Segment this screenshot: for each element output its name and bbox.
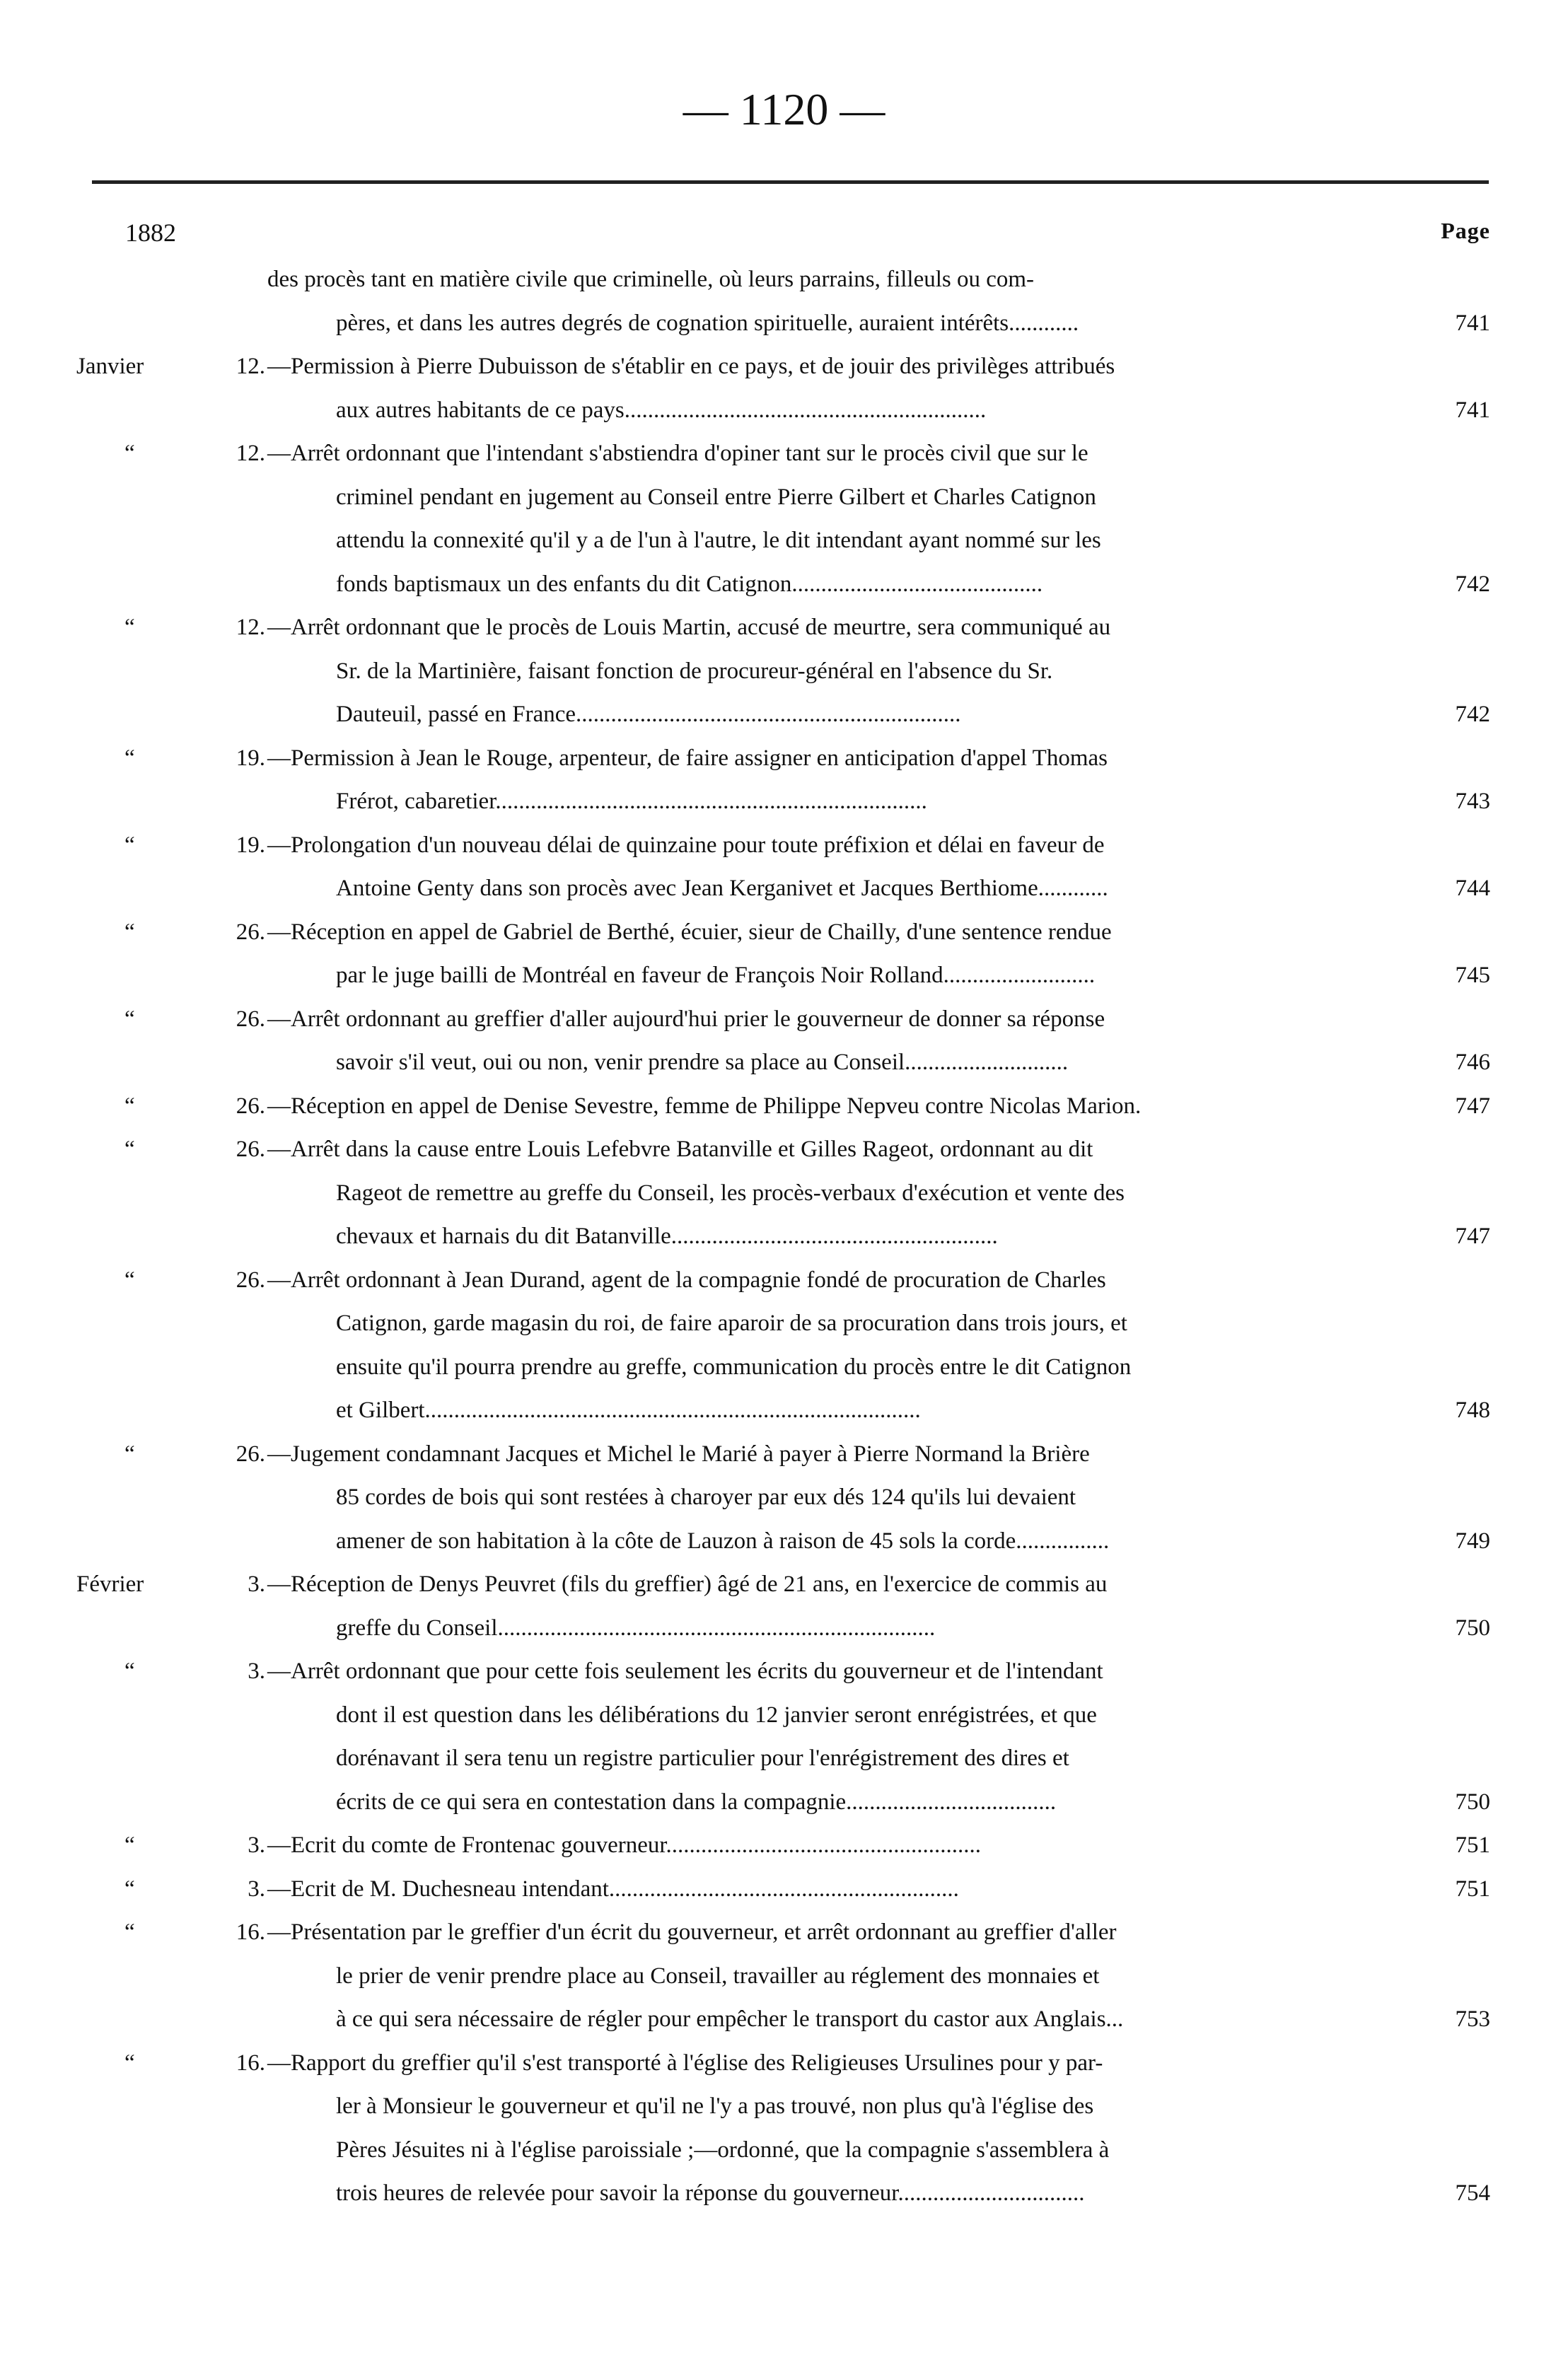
entry-text: aux autres habitants de ce pays.............................................................. [336, 397, 987, 423]
entry-text: par le juge bailli de Montréal en faveur de François Noir Rolland.......................... [336, 963, 1096, 988]
entry-ditto-mark: “ [124, 1876, 135, 1902]
entry-ditto-mark: “ [124, 2050, 135, 2076]
entry-ditto-mark: “ [124, 832, 135, 858]
entry-text: —Prolongation d'un nouveau délai de quinzaine pour toute préfixion et délai en faveur de [267, 832, 1105, 858]
entry-ditto-mark: “ [124, 1658, 135, 1684]
entry-text: greffe du Conseil........................................................................... [336, 1615, 936, 1641]
entry-line [0, 606, 1568, 650]
entry-day: 26. [236, 919, 265, 945]
entry-line [0, 345, 1568, 389]
entry-month: Février [76, 1571, 144, 1597]
entry-page-number: 742 [1455, 702, 1490, 727]
entry-line [0, 1215, 1568, 1259]
entry-line [0, 1172, 1568, 1216]
entry-line [0, 302, 1568, 346]
index-entry [0, 1868, 1568, 1912]
index-entry [0, 737, 1568, 824]
entry-line [0, 737, 1568, 781]
entry-text: —Arrêt ordonnant à Jean Durand, agent de la compagnie fondé de procuration de Charles [267, 1267, 1106, 1293]
entry-text: et Gilbert..................................................................................... [336, 1398, 921, 1423]
entry-ditto-mark: “ [124, 1832, 135, 1858]
entry-day: 26. [236, 1093, 265, 1119]
header-rule [92, 180, 1489, 184]
entry-page-number: 747 [1455, 1093, 1490, 1119]
entry-text: —Arrêt ordonnant que pour cette fois seulement les écrits du gouverneur et de l'intendant [267, 1658, 1103, 1684]
entry-day: 12. [236, 354, 265, 379]
entry-text: —Réception en appel de Gabriel de Berthé, écuier, sieur de Chailly, d'une sentence rendue [267, 919, 1112, 945]
entry-text: amener de son habitation à la côte de Lauzon à raison de 45 sols la corde................ [336, 1528, 1110, 1554]
entry-ditto-mark: “ [124, 441, 135, 466]
entry-text: dorénavant il sera tenu un registre particulier pour l'enrégistrement des dires et [336, 1745, 1069, 1771]
entry-line [0, 867, 1568, 911]
entry-line [0, 1781, 1568, 1825]
entry-line [0, 1694, 1568, 1738]
entry-line [0, 1868, 1568, 1912]
entry-text: à ce qui sera nécessaire de régler pour empêcher le transport du castor aux Anglais... [336, 2006, 1124, 2032]
entry-text: Dauteuil, passé en France.................................................................. [336, 702, 961, 727]
entry-text: écrits de ce qui sera en contestation dans la compagnie.................................... [336, 1789, 1057, 1815]
entry-ditto-mark: “ [124, 919, 135, 945]
entry-day: 19. [236, 745, 265, 771]
index-entry [0, 1824, 1568, 1868]
entry-text: le prier de venir prendre place au Conseil, travailler au réglement des monnaies et [336, 1963, 1100, 1989]
entry-text: chevaux et harnais du dit Batanville........................................................ [336, 1224, 998, 1249]
index-entry [0, 2042, 1568, 2216]
entry-day: 26. [236, 1006, 265, 1032]
index-entries [0, 258, 1568, 2216]
index-entry [0, 606, 1568, 737]
entry-line [0, 911, 1568, 955]
entry-line [0, 693, 1568, 737]
entry-day: 26. [236, 1441, 265, 1467]
entry-day: 16. [236, 1919, 265, 1945]
entry-line [0, 1824, 1568, 1868]
entry-line [0, 650, 1568, 694]
entry-page-number: 743 [1455, 789, 1490, 814]
year-heading: 1882 [125, 219, 176, 247]
entry-line [0, 1650, 1568, 1694]
index-entry [0, 345, 1568, 432]
entry-line [0, 1302, 1568, 1346]
entry-line [0, 1346, 1568, 1390]
entry-text: Catignon, garde magasin du roi, de faire aparoir de sa procuration dans trois jours, et [336, 1311, 1127, 1336]
entry-text: —Réception de Denys Peuvret (fils du greffier) âgé de 21 ans, en l'exercice de commis au [267, 1571, 1108, 1597]
entry-line [0, 1389, 1568, 1433]
entry-text: —Arrêt ordonnant que l'intendant s'abstiendra d'opiner tant sur le procès civil que sur le [267, 441, 1088, 466]
entry-day: 26. [236, 1267, 265, 1293]
entry-day: 26. [236, 1137, 265, 1162]
entry-text: fonds baptismaux un des enfants du dit Catignon........................................... [336, 571, 1043, 597]
entry-line [0, 2129, 1568, 2173]
entry-day: 3. [248, 1832, 265, 1858]
entry-page-number: 753 [1455, 2006, 1490, 2032]
entry-ditto-mark: “ [124, 1441, 135, 1467]
entry-line [0, 1911, 1568, 1955]
index-entry [0, 1433, 1568, 1564]
entry-text: criminel pendant en jugement au Conseil entre Pierre Gilbert et Charles Catignon [336, 484, 1096, 510]
entry-page-number: 745 [1455, 963, 1490, 988]
entry-text: —Présentation par le greffier d'un écrit du gouverneur, et arrêt ordonnant au greffier d'aller [267, 1919, 1117, 1945]
entry-text: —Arrêt ordonnant que le procès de Louis Martin, accusé de meurtre, sera communiqué au [267, 615, 1111, 640]
entry-text: Frérot, cabaretier.......................................................................... [336, 789, 927, 814]
index-entry [0, 258, 1568, 345]
entry-line [0, 1955, 1568, 1999]
entry-day: 19. [236, 832, 265, 858]
entry-ditto-mark: “ [124, 745, 135, 771]
entry-line [0, 954, 1568, 998]
page-number: — 1120 — [683, 84, 885, 134]
index-entry [0, 1650, 1568, 1824]
entry-ditto-mark: “ [124, 1093, 135, 1119]
entry-text: trois heures de relevée pour savoir la réponse du gouverneur................................ [336, 2180, 1085, 2206]
entry-page-number: 751 [1455, 1876, 1490, 1902]
entry-line [0, 1607, 1568, 1651]
entry-text: savoir s'il veut, oui ou non, venir prendre sa place au Conseil............................ [336, 1050, 1069, 1075]
entry-ditto-mark: “ [124, 1267, 135, 1293]
entry-text: 85 cordes de bois qui sont restées à charoyer par eux dés 124 qu'ils lui devaient [336, 1485, 1076, 1510]
page-column-heading: Page [1441, 218, 1490, 243]
entry-line [0, 1520, 1568, 1564]
index-entry [0, 998, 1568, 1085]
entry-line [0, 2085, 1568, 2129]
entry-day: 12. [236, 615, 265, 640]
entry-page-number: 741 [1455, 397, 1490, 423]
entry-page-number: 741 [1455, 310, 1490, 336]
entry-line [0, 824, 1568, 868]
entry-text: —Permission à Pierre Dubuisson de s'établir en ce pays, et de jouir des privilèges attribués [267, 354, 1115, 379]
entry-line [0, 1737, 1568, 1781]
entry-day: 3. [248, 1658, 265, 1684]
entry-ditto-mark: “ [124, 615, 135, 640]
entry-text: attendu la connexité qu'il y a de l'un à l'autre, le dit intendant ayant nommé sur les [336, 528, 1101, 553]
entry-text: Antoine Genty dans son procès avec Jean Kerganivet et Jacques Berthiome............ [336, 876, 1108, 901]
entry-page-number: 747 [1455, 1224, 1490, 1249]
entry-line [0, 1128, 1568, 1172]
entry-text: Sr. de la Martinière, faisant fonction de procureur-général en l'absence du Sr. [336, 658, 1053, 684]
entry-ditto-mark: “ [124, 1006, 135, 1032]
entry-line [0, 1998, 1568, 2042]
entry-text: dont il est question dans les délibérations du 12 janvier seront enrégistrées, et que [336, 1702, 1097, 1728]
entry-text: —Rapport du greffier qu'il s'est transporté à l'église des Religieuses Ursulines pour y par- [267, 2050, 1103, 2076]
entry-day: 3. [248, 1571, 265, 1597]
entry-line [0, 1563, 1568, 1607]
entry-line [0, 780, 1568, 824]
entry-line [0, 432, 1568, 476]
index-entry [0, 1128, 1568, 1259]
entry-line [0, 1433, 1568, 1477]
entry-text: ensuite qu'il pourra prendre au greffe, communication du procès entre le dit Catignon [336, 1354, 1132, 1380]
entry-page-number: 754 [1455, 2180, 1490, 2206]
index-entry [0, 911, 1568, 998]
index-entry [0, 1085, 1568, 1129]
entry-text: —Ecrit du comte de Frontenac gouverneur...................................................... [267, 1832, 982, 1858]
entry-month: Janvier [76, 354, 144, 379]
entry-page-number: 751 [1455, 1832, 1490, 1858]
index-entry [0, 432, 1568, 606]
entry-line [0, 1041, 1568, 1085]
entry-day: 16. [236, 2050, 265, 2076]
entry-line [0, 258, 1568, 302]
entry-text: —Jugement condamnant Jacques et Michel le Marié à payer à Pierre Normand la Brière [267, 1441, 1090, 1467]
entry-line [0, 2042, 1568, 2086]
entry-line [0, 1259, 1568, 1303]
entry-day: 12. [236, 441, 265, 466]
index-entry [0, 1911, 1568, 2042]
index-entry [0, 824, 1568, 911]
entry-page-number: 749 [1455, 1528, 1490, 1554]
entry-ditto-mark: “ [124, 1137, 135, 1162]
entry-line [0, 2172, 1568, 2216]
index-entry [0, 1563, 1568, 1650]
entry-line [0, 563, 1568, 607]
entry-text: Pères Jésuites ni à l'église paroissiale ;—ordonné, que la compagnie s'assemblera à [336, 2137, 1110, 2163]
entry-line [0, 1085, 1568, 1129]
index-entry [0, 1259, 1568, 1433]
entry-page-number: 748 [1455, 1398, 1490, 1423]
entry-page-number: 744 [1455, 876, 1490, 901]
entry-page-number: 750 [1455, 1789, 1490, 1815]
entry-text: pères, et dans les autres degrés de cognation spirituelle, auraient intérêts............ [336, 310, 1079, 336]
entry-line [0, 519, 1568, 563]
entry-text: —Permission à Jean le Rouge, arpenteur, de faire assigner en anticipation d'appel Thomas [267, 745, 1108, 771]
entry-text: —Arrêt dans la cause entre Louis Lefebvre Batanville et Gilles Rageot, ordonnant au dit [267, 1137, 1093, 1162]
entry-ditto-mark: “ [124, 1919, 135, 1945]
entry-line [0, 476, 1568, 520]
entry-text: —Réception en appel de Denise Sevestre, femme de Philippe Nepveu contre Nicolas Marion. [267, 1093, 1142, 1119]
entry-text: des procès tant en matière civile que criminelle, où leurs parrains, filleuls ou com- [267, 267, 1035, 292]
entry-day: 3. [248, 1876, 265, 1902]
entry-text: ler à Monsieur le gouverneur et qu'il ne l'y a pas trouvé, non plus qu'à l'église des [336, 2093, 1094, 2119]
entry-text: —Ecrit de M. Duchesneau intendant............................................................ [267, 1876, 959, 1902]
entry-line [0, 389, 1568, 433]
entry-page-number: 746 [1455, 1050, 1490, 1075]
entry-page-number: 750 [1455, 1615, 1490, 1641]
entry-text: Rageot de remettre au greffe du Conseil, les procès-verbaux d'exécution et vente des [336, 1180, 1125, 1206]
entry-line [0, 1476, 1568, 1520]
entry-text: —Arrêt ordonnant au greffier d'aller aujourd'hui prier le gouverneur de donner sa réponse [267, 1006, 1105, 1032]
entry-page-number: 742 [1455, 571, 1490, 597]
entry-line [0, 998, 1568, 1042]
